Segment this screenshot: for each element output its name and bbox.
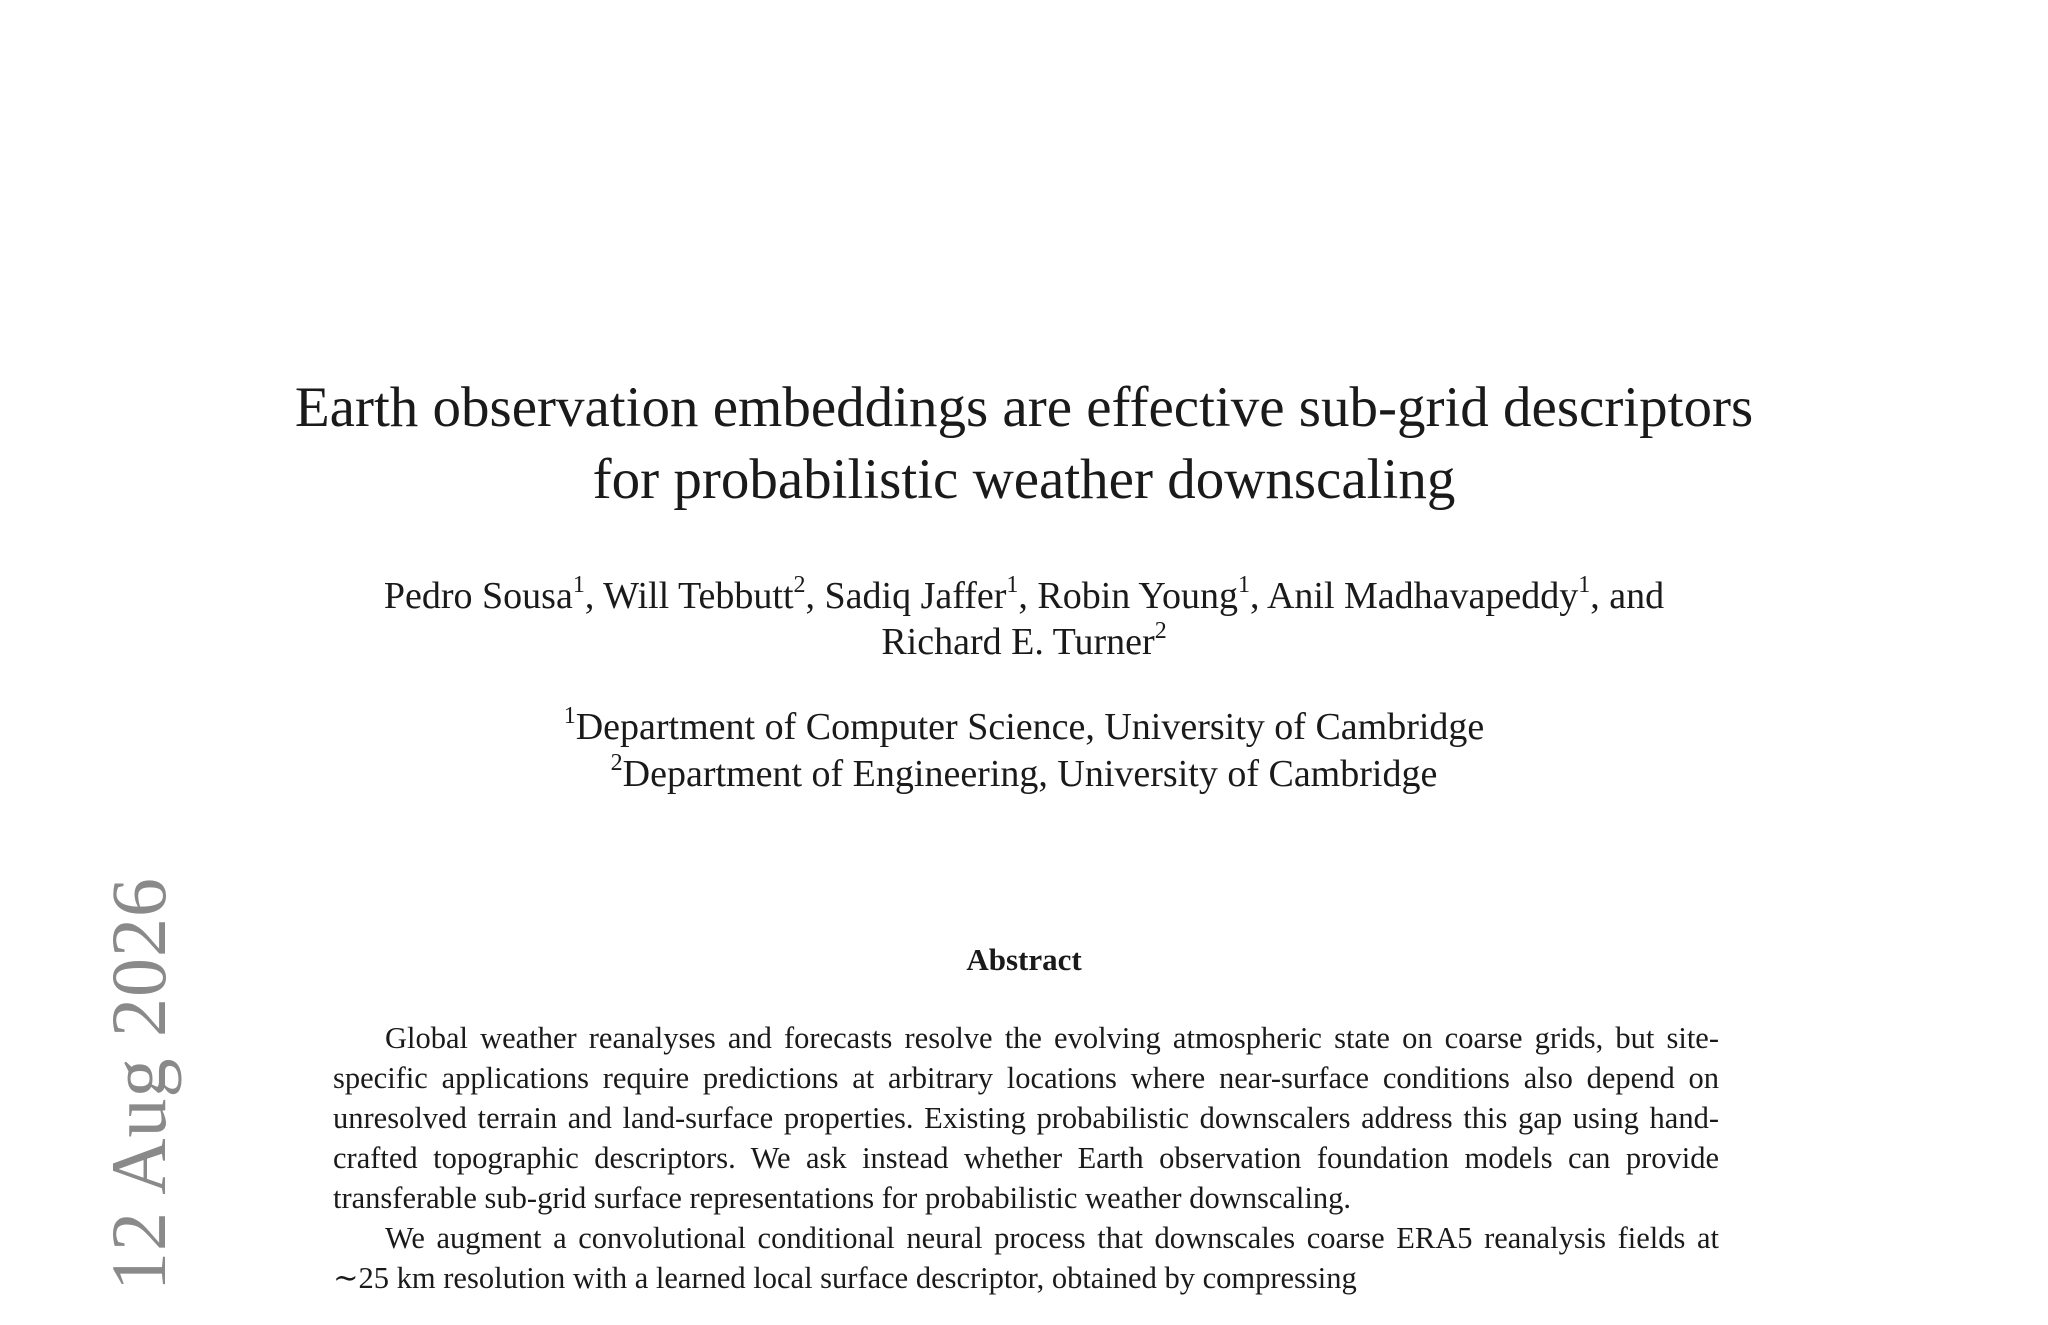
author-name: Anil Madhavapeddy <box>1266 575 1579 617</box>
affiliation-list <box>0 704 2048 798</box>
title-line-2: for probabilistic weather downscaling <box>592 448 1456 511</box>
affiliation-number: 1 <box>563 703 576 730</box>
affiliation-text: Department of Engineering, University of Cambridge <box>622 753 1438 795</box>
author-line-1 <box>0 573 2048 619</box>
author-name: Sadiq Jaffer <box>824 575 1007 617</box>
author-separator: , and <box>1590 575 1665 617</box>
author-affiliation-mark: 1 <box>1578 572 1591 599</box>
author-separator: , <box>584 575 604 617</box>
author-separator: , <box>805 575 825 617</box>
affiliation <box>0 751 2048 798</box>
paper-title <box>0 372 2048 516</box>
author-name: Pedro Sousa <box>383 575 573 617</box>
author-affiliation-mark: 1 <box>1006 572 1019 599</box>
arxiv-date-stamp: 12 Aug 2026 <box>95 876 182 1291</box>
author-name: Will Tebbutt <box>603 575 794 617</box>
affiliation-number: 2 <box>610 750 623 777</box>
author-affiliation-mark: 1 <box>1238 572 1251 599</box>
author-separator: , <box>1018 575 1038 617</box>
author-affiliation-mark: 2 <box>1154 618 1167 645</box>
author-line-2 <box>0 619 2048 665</box>
abstract-heading: Abstract <box>966 942 1082 977</box>
abstract-paragraph: We augment a convolutional conditional neural process that downscales coarse ERA5 reanalysis fields at ∼25 km resolution with a learned local surface descriptor, obtained by compressing <box>333 1221 1719 1295</box>
abstract-body <box>333 1018 1719 1298</box>
affiliation <box>0 704 2048 751</box>
affiliation-text: Department of Computer Science, University of Cambridge <box>575 706 1485 748</box>
author-name: Robin Young <box>1037 575 1239 617</box>
author-affiliation-mark: 1 <box>572 572 585 599</box>
author-name: Richard E. Turner <box>881 621 1155 663</box>
author-separator: , <box>1250 575 1267 617</box>
author-affiliation-mark: 2 <box>793 572 806 599</box>
abstract-paragraph: Global weather reanalyses and forecasts resolve the evolving atmospheric state on coarse grids, but site-specific applications require predictions at arbitrary locations where near-surface conditions also depend on unresolved terrain and land-surface properties. Existing probabilistic downscalers address this gap using hand-crafted topographic descriptors. We ask instead whether Earth observation foundation models can provide transferable sub-grid surface representations for probabilistic weather downscaling. <box>333 1021 1719 1215</box>
title-line-1: Earth observation embeddings are effective sub-grid descriptors <box>294 376 1754 439</box>
author-list <box>0 573 2048 665</box>
